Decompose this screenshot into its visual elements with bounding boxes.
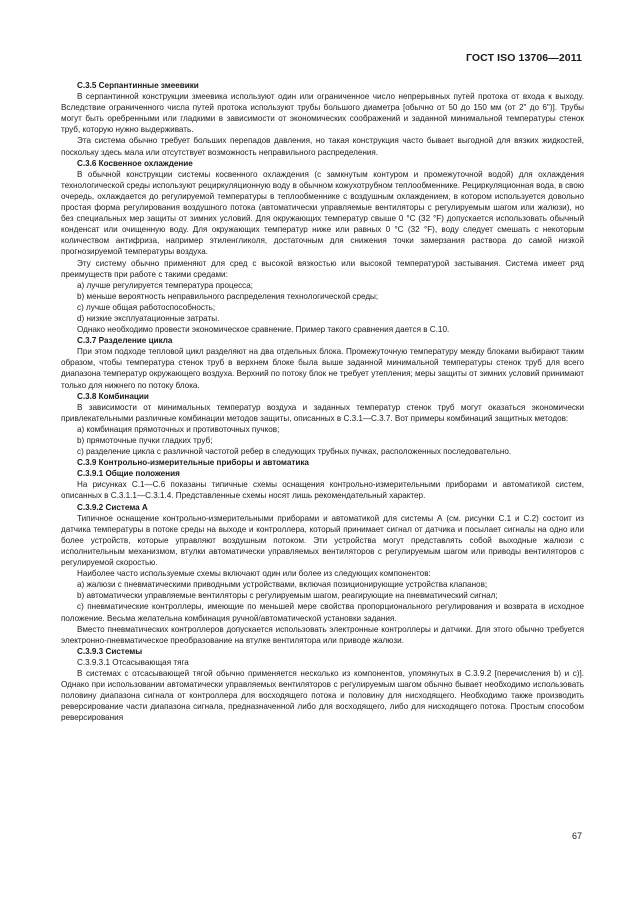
paragraph: Вместо пневматических контроллеров допускается использовать электронные контроллеры и датчики. Для этого обычно требуется электронно-пневматическое преобразование на втулке вентилятора или приводе жалюзи. [61, 624, 584, 645]
paragraph: В обычной конструкции системы косвенного охлаждения (с замкнутым контуром и промежуточной водой) для охлаждения технологической среды используют рециркуляционную воду в обычном кожухотрубном теплообменнике. Рециркуляционная вода, в свою очередь, охлаждается до регулируемой температуры в теплообменнике с воздушным охлаждением, в котором используется довольно простая форма регулирования воздушного потока (автоматически управляемые вентиляторы с регулируемым шагом или жалюзи), но без специальных мер защиты от зимних условий. Для окружающих температур свыше 0 °С (32 °F) допускается использовать обычный конденсат или очищенную воду. Для окружающих температур ниже или равных 0 °С (32 °F), воду следует смешать с некоторым количеством антифриза, например этиленгликоля, достаточным для снижения точки замерзания раствора до самой низкой прогнозируемой температуры воздуха. [61, 169, 584, 257]
paragraph: Типичное оснащение контрольно-измерительными приборами и автоматикой для системы А (см. рисунки С.1 и С.2) состоит из датчика температуры в потоке среды на выходе и контроллера, который принимает сигнал от датчика и посылает сигналы на одно или более устройств, которые управляют воздушным потоком. Эти устройства могут представлять собой выходные жалюзи с исполнительным механизмом, втулки автоматически управляемых вентиляторов с регулируемым шагом или приводы вентиляторов с регулируемой скоростью. [61, 513, 584, 568]
section-heading: С.3.7 Разделение цикла [77, 336, 173, 346]
list-item: с) лучше общая работоспособность; [77, 302, 216, 312]
paragraph: Наиболее часто используемые схемы включают один или более из следующих компонентов: [77, 569, 431, 579]
paragraph: Эту систему обычно применяют для сред с высокой вязкостью или высокой температурой застывания. Система имеет ряд преимуществ при работе с такими средами: [61, 258, 584, 279]
list-item: а) комбинация прямоточных и противоточных пучков; [77, 424, 280, 434]
section-heading: С.3.9.2 Система А [77, 502, 148, 512]
list-item: b) автоматически управляемые вентиляторы с регулируемым шагом, реагирующие на пневматический сигнал; [77, 591, 498, 601]
section-heading: С.3.9 Контрольно-измерительные приборы и автоматика [77, 458, 309, 468]
document-body [61, 80, 584, 723]
list-item: b) меньше вероятность неправильного распределения технологической среды; [77, 291, 379, 301]
section-heading: С.3.9.1 Общие положения [77, 469, 180, 479]
paragraph: В системах с отсасывающей тягой обычно применяется несколько из компонентов, упомянутых в С.3.9.2 [перечисления b) и c)]. Однако при использовании автоматически управляемых вентиляторов с регулируемым шагом обычно бывает необходимо использовать половину диапазона сигнала от контроллера для восходящего потока и половину для нисходящего. Необходимо также производить реверсирование части диапазона сигнала, предназначенной либо для восходящего, либо для нисходящего потока. Простым способом реверсирования [61, 668, 584, 723]
list-item: а) жалюзи с пневматическими приводными устройствами, включая позиционирующие устройства клапанов; [77, 580, 488, 590]
paragraph: В серпантинной конструкции змеевика используют один или ограниченное число непрерывных путей протока от входа к выходу. Вследствие ограниченного числа путей протока используют трубы большого диаметра [обычно от 50 до 150 мм (от 2" до 6")]. Трубы могут быть оребренными или гладкими в зависимости от экономических соображений и заданной минимальной температуры стенок труб, которую нужно выдерживать. [61, 92, 584, 135]
section-heading: С.3.5 Серпантинные змеевики [77, 81, 199, 90]
paragraph: Эта система обычно требует больших перепадов давления, но такая конструкция часто бывает выгодной для вязких жидкостей, поскольку здесь мала или отсутствует возможность неправильного распределения. [61, 136, 584, 157]
section-heading: С.3.8 Комбинации [77, 391, 149, 401]
section-heading: С.3.9.3.1 Отсасывающая тяга [77, 657, 189, 667]
list-item: с) разделение цикла с различной частотой ребер в следующих трубных пучках, расположенных последовательно. [77, 447, 512, 457]
paragraph: Однако необходимо провести экономическое сравнение. Пример такого сравнения дается в С.10. [77, 325, 450, 335]
section-heading: С.3.6 Косвенное охлаждение [77, 158, 193, 168]
list-item: b) прямоточные пучки гладких труб; [77, 436, 213, 445]
paragraph: На рисунках С.1—С.6 показаны типичные схемы оснащения контрольно-измерительными приборами и автоматикой систем, описанных в С.3.1.1—С.3.1.4. Представленные схемы носят лишь рекомендательный характер. [61, 480, 584, 501]
paragraph: В зависимости от минимальных температур воздуха и заданных температур стенок труб могут оказаться экономически привлекательными различные комбинации методов защиты, описанных в С.3.1—С.3.7. Вот примеры комбинаций защитных методов: [61, 402, 584, 423]
list-item: а) лучше регулируется температура процесса; [77, 280, 253, 290]
section-heading: С.3.9.3 Системы [77, 646, 143, 656]
paragraph: При этом подходе тепловой цикл разделяют на два отдельных блока. Промежуточную температуру между блоками выбирают таким образом, чтобы температура стенок труб в верхнем блоке была выше заданной минимальной температуры стенок труб для всего диапазона температур окружающего воздуха. Верхний по потоку блок не требует утепления; меры защиты от зимних условий принимают только для нижнего по потоку блока. [61, 347, 584, 390]
document-id: ГОСТ ISO 13706—2011 [465, 52, 582, 64]
list-item: d) низкие эксплуатационные затраты. [77, 313, 220, 323]
list-item: с) пневматические контроллеры, имеющие по меньшей мере свойства пропорционального регулирования и возврата в исходное положение. Весьма желательна комбинация ручной/автоматической установки задания. [61, 602, 584, 623]
page-number: 67 [571, 831, 582, 841]
